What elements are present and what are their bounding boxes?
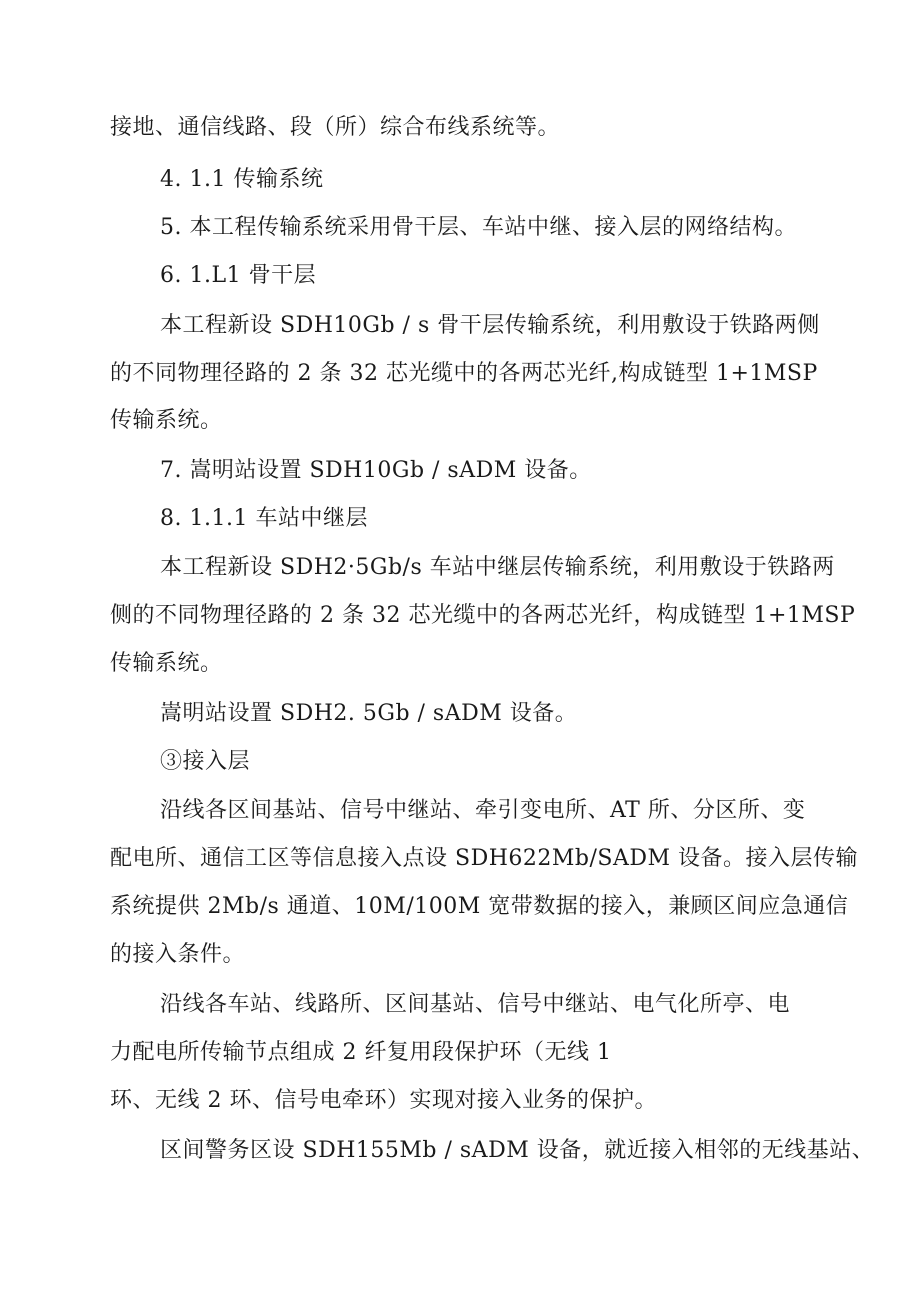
numbered-paragraph: 5. 本工程传输系统采用骨干层、车站中继、接入层的网络结构。 xyxy=(160,215,797,240)
body-text-line: 环、无线 2 环、信号电牵环）实现对接入业务的保护。 xyxy=(110,1088,657,1113)
section-heading: 4. 1.1 传输系统 xyxy=(160,167,324,192)
body-text-line: 力配电所传输节点组成 2 纤复用段保护环（无线 1 xyxy=(110,1040,612,1065)
body-text-line: 本工程新设 SDH10Gb / s 骨干层传输系统，利用敷设于铁路两侧 xyxy=(160,313,820,338)
numbered-paragraph: 7. 嵩明站设置 SDH10Gb / sADM 设备。 xyxy=(160,458,592,483)
body-text-line: 本工程新设 SDH2·5Gb/s 车站中继层传输系统，利用敷设于铁路两 xyxy=(160,555,835,580)
body-text-line: 侧的不同物理径路的 2 条 32 芯光缆中的各两芯光纤，构成链型 1+1MSP xyxy=(110,603,856,628)
section-heading: 8. 1.1.1 车站中继层 xyxy=(160,506,368,531)
body-text-line: 的接入条件。 xyxy=(110,942,246,967)
body-text-line: 配电所、通信工区等信息接入点设 SDH622Mb/SADM 设备。接入层传输 xyxy=(110,846,859,871)
body-text-line: 传输系统。 xyxy=(110,408,223,433)
section-heading: 6. 1.L1 骨干层 xyxy=(160,263,317,288)
body-text-line: 系统提供 2Mb/s 通道、10M/100M 宽带数据的接入，兼顾区间应急通信 xyxy=(110,894,849,919)
body-text-line: 区间警务区设 SDH155Mb / sADM 设备，就近接入相邻的无线基站、 xyxy=(160,1138,875,1163)
body-text-line: 嵩明站设置 SDH2. 5Gb / sADM 设备。 xyxy=(160,701,578,726)
section-heading: ③接入层 xyxy=(160,749,251,774)
body-text-line: 传输系统。 xyxy=(110,651,223,676)
body-text-line: 沿线各车站、线路所、区间基站、信号中继站、电气化所亭、电 xyxy=(160,992,791,1017)
body-text-line: 接地、通信线路、段（所）综合布线系统等。 xyxy=(110,115,561,140)
body-text-line: 的不同物理径路的 2 条 32 芯光缆中的各两芯光纤,构成链型 1+1MSP xyxy=(110,361,818,386)
body-text-line: 沿线各区间基站、信号中继站、牵引变电所、AT 所、分区所、变 xyxy=(160,798,806,823)
